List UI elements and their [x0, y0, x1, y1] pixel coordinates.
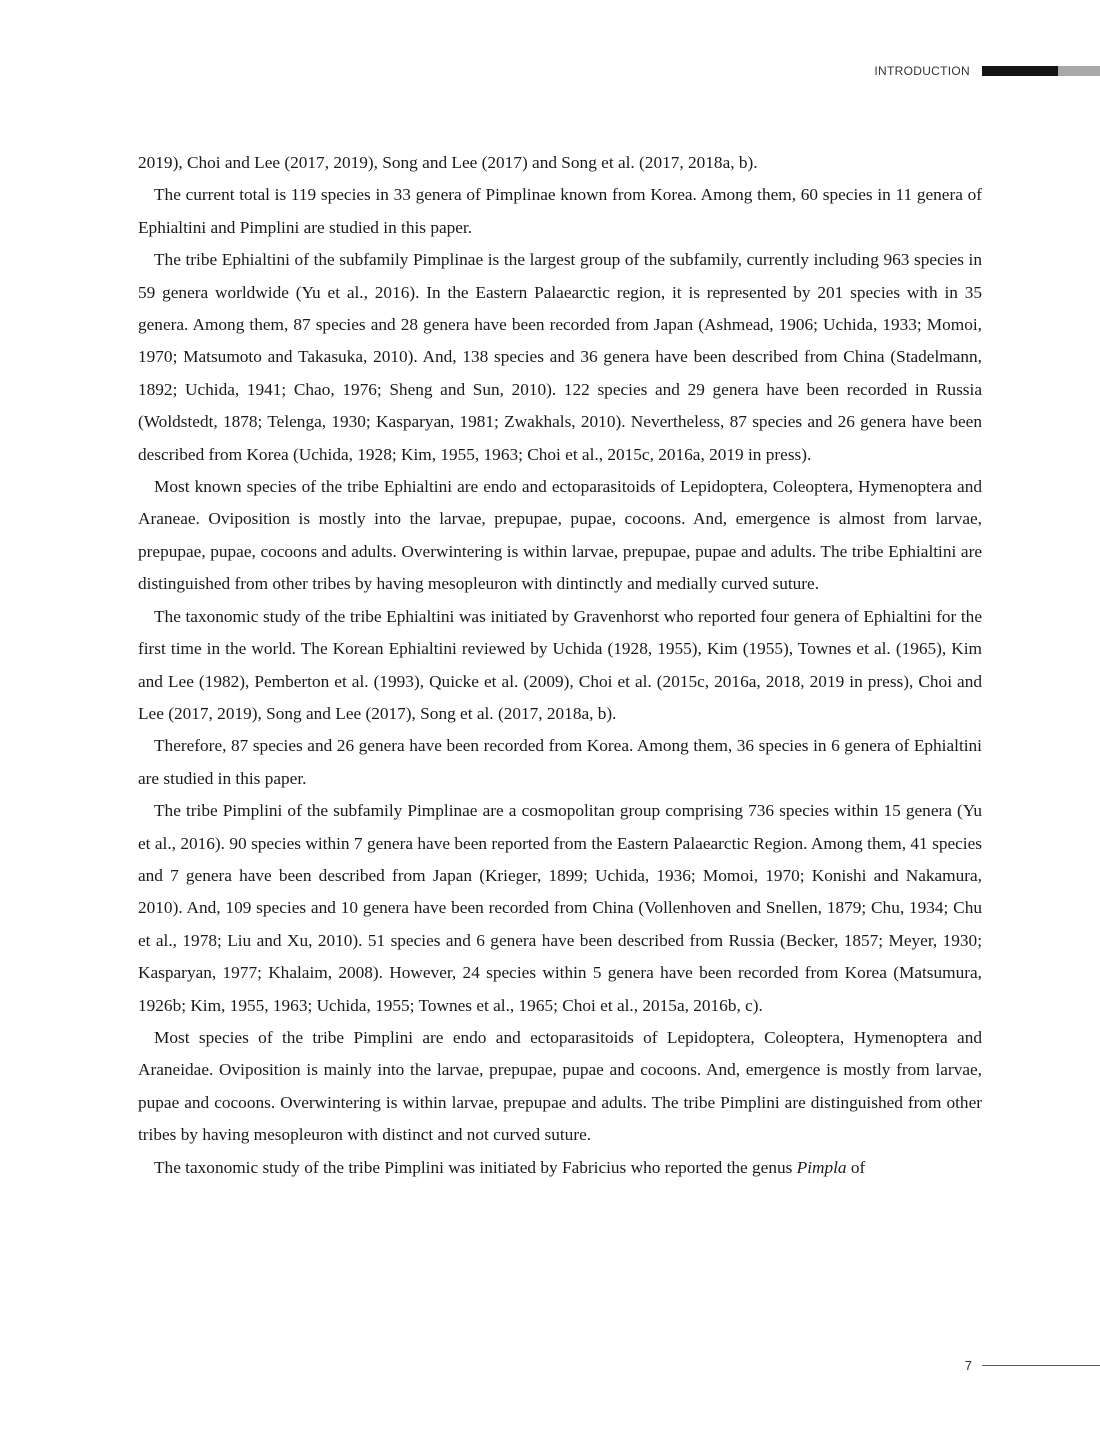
header-bar-light [1058, 66, 1100, 76]
section-title: INTRODUCTION [874, 64, 970, 78]
paragraph: Therefore, 87 species and 26 genera have been recorded from Korea. Among them, 36 species in 6 genera of Ephialtini are studied in this paper. [138, 736, 982, 788]
text-run: of [846, 1157, 866, 1177]
genus-name-italic: Pimpla [796, 1157, 847, 1177]
paragraph: Most known species of the tribe Ephialtini are endo and ectoparasitoids of Lepidoptera, Coleoptera, Hymenoptera and Araneae. Oviposition is mostly into the larvae, prepupae, pupae, cocoons. And, emergence is almost from larvae, prepupae, pupae, cocoons and adults. Overwintering is within larvae, prepupae, pupae and adults. The tribe Ephialtini are distinguished from other tribes by having mesopleuron with dintinctly and medially curved suture. [138, 477, 982, 594]
footer-rule [982, 1365, 1100, 1366]
paragraph: The tribe Pimplini of the subfamily Pimplinae are a cosmopolitan group comprising 736 species within 15 genera (Yu et al., 2016). 90 species within 7 genera have been reported from the Eastern Palaearctic Region. Among them, 41 species and 7 genera have been described from Japan (Krieger, 1899; Uchida, 1936; Momoi, 1970; Konishi and Nakamura, 2010). And, 109 species and 10 genera have been recorded from China (Vollenhoven and Snellen, 1879; Chu, 1934; Chu et al., 1978; Liu and Xu, 2010). 51 species and 6 genera have been described from Russia (Becker, 1857; Meyer, 1930; Kasparyan, 1977; Khalaim, 2008). However, 24 species within 5 genera have been recorded from Korea (Matsumura, 1926b; Kim, 1955, 1963; Uchida, 1955; Townes et al., 1965; Choi et al., 2015a, 2016b, c). [138, 801, 982, 1015]
page-number: 7 [964, 1358, 972, 1373]
text-run: The taxonomic study of the tribe Pimplini was initiated by Fabricius who reported the genus [154, 1157, 797, 1177]
paragraph: The tribe Ephialtini of the subfamily Pimplinae is the largest group of the subfamily, currently including 963 species in 59 genera worldwide (Yu et al., 2016). In the Eastern Palaearctic region, it is represented by 201 species with in 35 genera. Among them, 87 species and 28 genera have been recorded from Japan (Ashmead, 1906; Uchida, 1933; Momoi, 1970; Matsumoto and Takasuka, 2010). And, 138 species and 36 genera have been described from China (Stadelmann, 1892; Uchida, 1941; Chao, 1976; Sheng and Sun, 2010). 122 species and 29 genera have been recorded in Russia (Woldstedt, 1878; Telenga, 1930; Kasparyan, 1981; Zwakhals, 2010). Nevertheless, 87 species and 26 genera have been described from Korea (Uchida, 1928; Kim, 1955, 1963; Choi et al., 2015c, 2016a, 2019 in press). [138, 250, 982, 464]
paragraph: Most species of the tribe Pimplini are endo and ectoparasitoids of Lepidoptera, Coleoptera, Hymenoptera and Araneidae. Oviposition is mainly into the larvae, prepupae, pupae and cocoons. And, emergence is mostly from larvae, pupae and cocoons. Overwintering is within larvae, prepupae and adults. The tribe Pimplini are distinguished from other tribes by having mesopleuron with distinct and not curved suture. [138, 1027, 982, 1145]
paragraph-last [138, 1152, 982, 1184]
running-head [874, 64, 1100, 78]
header-bar-dark [982, 66, 1058, 76]
body-text [138, 147, 982, 1184]
page-footer [965, 1358, 1100, 1373]
paragraph: The current total is 119 species in 33 genera of Pimplinae known from Korea. Among them, 60 species in 11 genera of Ephialtini and Pimplini are studied in this paper. [138, 185, 982, 237]
paragraph: The taxonomic study of the tribe Ephialtini was initiated by Gravenhorst who reported four genera of Ephialtini for the first time in the world. The Korean Ephialtini reviewed by Uchida (1928, 1955), Kim (1955), Townes et al. (1965), Kim and Lee (1982), Pemberton et al. (1993), Quicke et al. (2009), Choi et al. (2015c, 2016a, 2018, 2019 in press), Choi and Lee (2017, 2019), Song and Lee (2017), Song et al. (2017, 2018a, b). [138, 606, 982, 723]
paragraph-continued: 2019), Choi and Lee (2017, 2019), Song and Lee (2017) and Song et al. (2017, 2018a, b). [138, 153, 758, 172]
